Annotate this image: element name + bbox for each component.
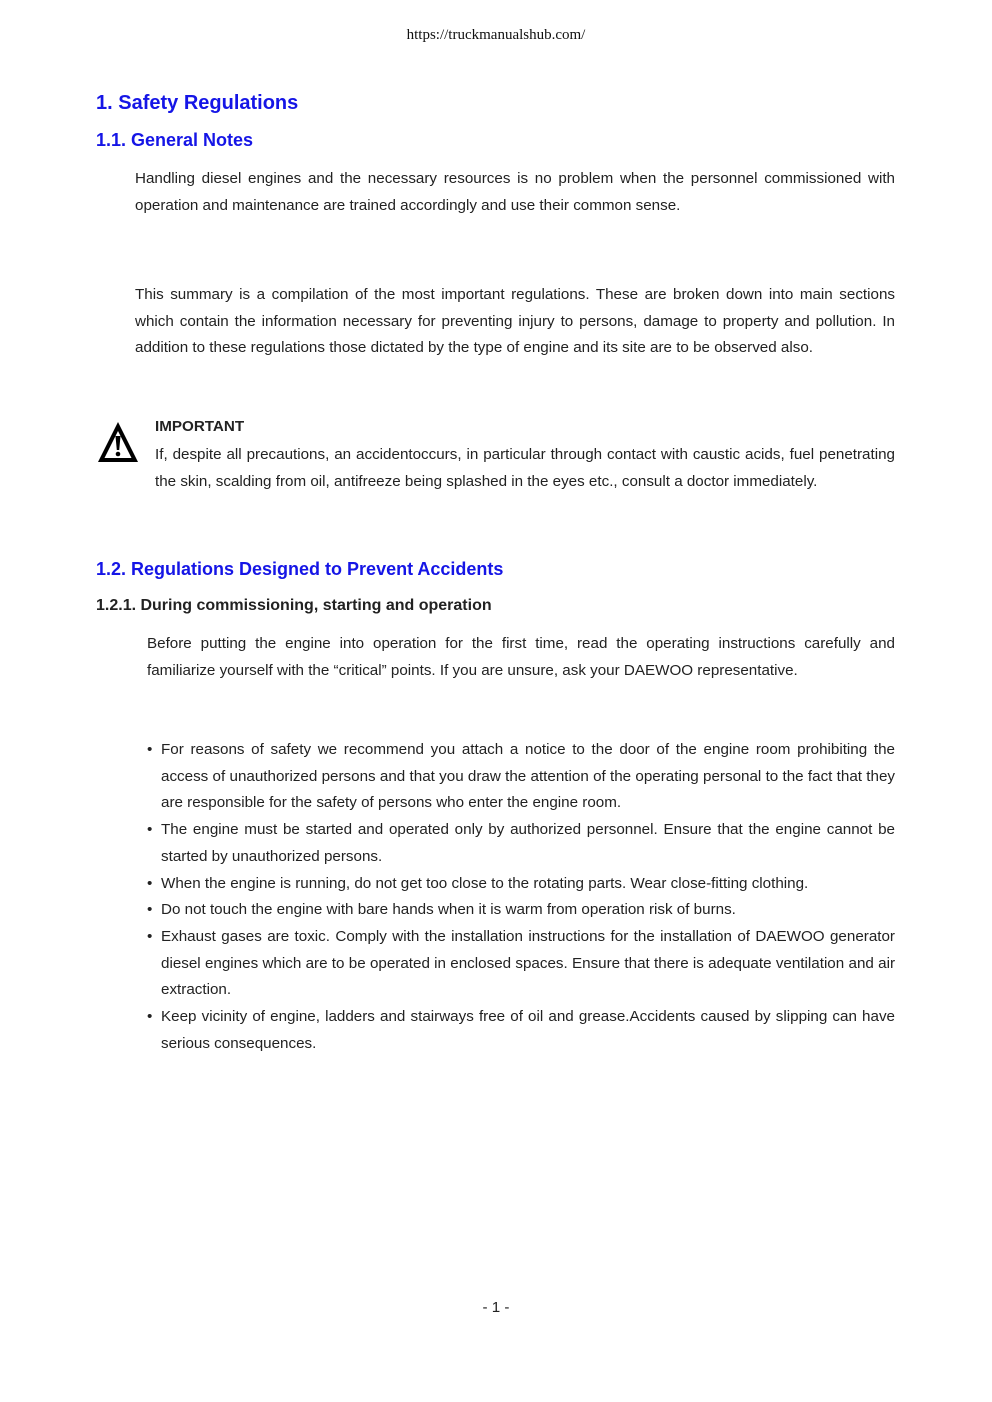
important-label: IMPORTANT	[155, 418, 245, 435]
bullet-dot-icon: •	[147, 874, 153, 892]
page-number: - 1 -	[482, 1299, 510, 1316]
bullet-dot-icon: •	[147, 901, 153, 919]
bullet-text: Exhaust gases are toxic. Comply with the installation instructions for the installation of DAEWOO generator diesel engines which are to be operated in enclosed spaces. Ensure that there is adequate ventilation and air extraction.	[161, 927, 895, 999]
section-title-accident-prevention: 1.2. Regulations Designed to Prevent Accidents	[96, 559, 504, 579]
list-item	[147, 924, 895, 1004]
bullet-dot-icon: •	[147, 821, 153, 839]
subsection-title-commissioning: 1.2.1. During commissioning, starting and operation	[96, 597, 492, 614]
section-title-safety-regulations: 1. Safety Regulations	[96, 92, 299, 114]
commissioning-intro: Before putting the engine into operation for the first time, read the operating instructions carefully and familiarize yourself with the “critical” points. If you are unsure, ask your DAEWOO representative.	[147, 635, 895, 679]
bullet-text: When the engine is running, do not get too close to the rotating parts. Wear close-fitting clothing.	[161, 874, 809, 892]
list-item	[147, 897, 895, 924]
section-title-general-notes: 1.1. General Notes	[96, 130, 254, 150]
bullet-text: Keep vicinity of engine, ladders and stairways free of oil and grease.Accidents caused by slipping can have serious consequences.	[161, 1008, 895, 1052]
bullet-text: The engine must be started and operated only by authorized personnel. Ensure that the engine cannot be started by unauthorized persons.	[161, 821, 895, 865]
list-item	[147, 737, 895, 817]
warning-triangle-icon	[96, 420, 140, 464]
site-url: https://truckmanualshub.com/	[406, 27, 586, 43]
list-item	[147, 1004, 895, 1057]
safety-bullet-list	[147, 737, 895, 1057]
important-text: If, despite all precautions, an accidentoccurs, in particular through contact with caustic acids, fuel penetrating the skin, scalding from oil, antifreeze being splashed in the eyes etc., consult a doctor immediately.	[155, 446, 895, 490]
bullet-text: Do not touch the engine with bare hands when it is warm from operation risk of burns.	[161, 901, 736, 919]
bullet-dot-icon: •	[147, 741, 153, 758]
general-notes-paragraph-1: Handling diesel engines and the necessary resources is no problem when the personnel commissioned with operation and maintenance are trained accordingly and use their common sense.	[135, 170, 895, 214]
bullet-text: For reasons of safety we recommend you attach a notice to the door of the engine room prohibiting the access of unauthorized persons and that you draw the attention of the operating personal to the fact that they are responsible for the safety of persons who enter the engine room.	[161, 741, 895, 812]
bullet-dot-icon: •	[147, 927, 153, 945]
bullet-dot-icon: •	[147, 1008, 153, 1026]
list-item	[147, 871, 895, 898]
list-item	[147, 817, 895, 870]
general-notes-paragraph-2: This summary is a compilation of the most important regulations. These are broken down into main sections which contain the information necessary for preventing injury to persons, damage to property and pollution. In addition to these regulations those dictated by the type of engine and its site are to be observed also.	[135, 286, 895, 357]
